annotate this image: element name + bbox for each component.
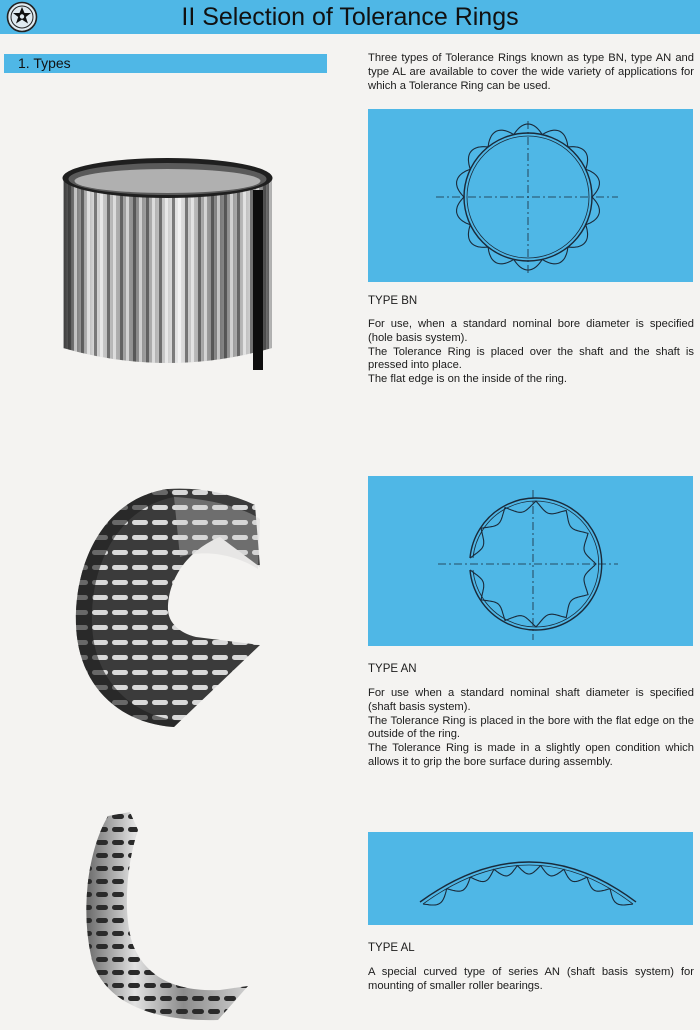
type-al-label: TYPE AL [368, 942, 415, 954]
type-al-description [368, 966, 694, 994]
type-an-description [368, 687, 694, 770]
type-al-ring-photo [78, 810, 253, 1025]
page-title: II Selection of Tolerance Rings [181, 3, 519, 31]
header-bar [0, 0, 700, 34]
type-an-paragraph: The Tolerance Ring is placed in the bore with the flat edge on the outside of the ring. [368, 714, 694, 741]
type-an-paragraph: For use when a standard nominal shaft diameter is specified (shaft basis system). [368, 687, 694, 713]
type-an-ring-photo [70, 485, 270, 730]
type-an-label: TYPE AN [368, 663, 417, 675]
section-title: 1. Types [18, 55, 71, 71]
section-bar [4, 54, 327, 73]
type-bn-paragraph: The flat edge is on the inside of the ring. [368, 373, 568, 386]
type-an-diagram [368, 476, 693, 646]
type-bn-description [368, 318, 694, 387]
type-an-paragraph: The Tolerance Ring is made in a slightly open condition which allows it to grip the bore surface during assembly. [368, 742, 694, 768]
type-bn-ring-photo [55, 150, 280, 375]
type-bn-label: TYPE BN [368, 295, 418, 307]
type-bn-paragraph: For use, when a standard nominal bore diameter is specified (hole basis system). [368, 318, 694, 344]
type-al-diagram [368, 832, 693, 925]
type-al-paragraph: A special curved type of series AN (shaft basis system) for mounting of smaller roller bearings. [368, 966, 694, 992]
type-bn-paragraph: The Tolerance Ring is placed over the shaft and the shaft is pressed into place. [368, 345, 694, 372]
intro-text: Three types of Tolerance Rings known as type BN, type AN and type AL are available to cover the wide variety of applications for which a Tolerance Ring can be used. [368, 52, 694, 92]
type-bn-diagram [368, 109, 693, 282]
